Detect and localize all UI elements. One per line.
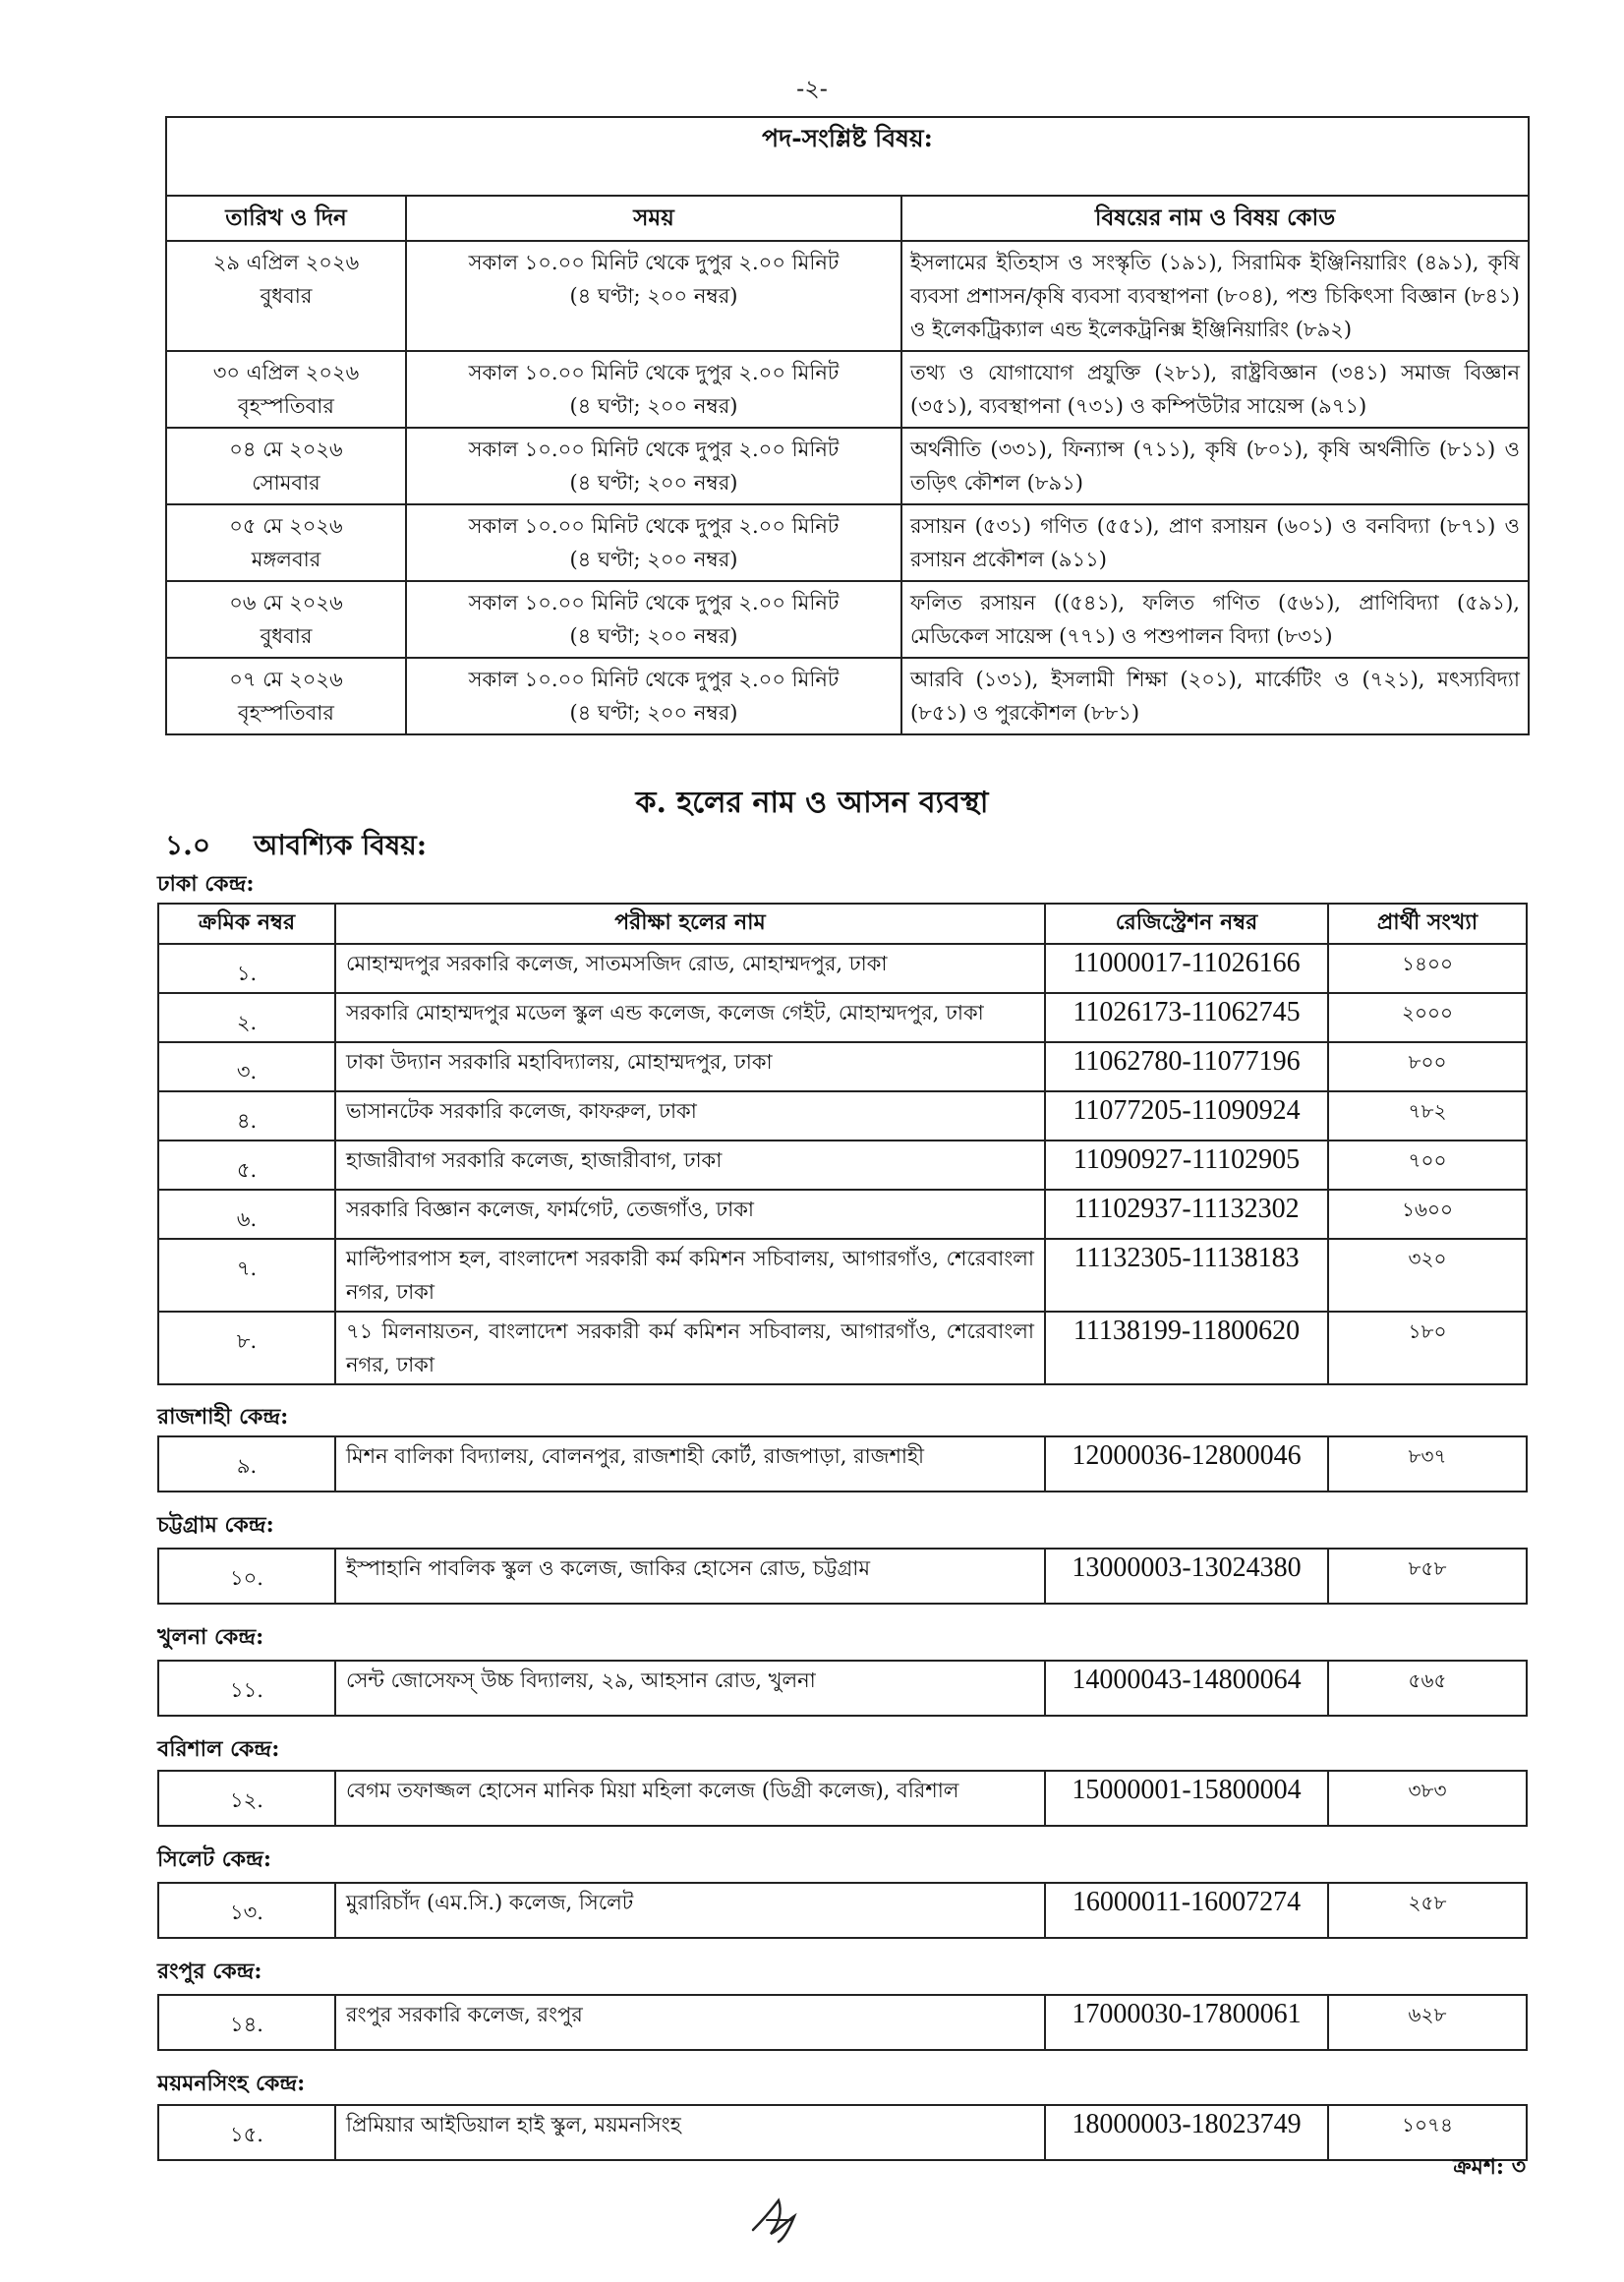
exam-marks: (৪ ঘণ্টা; ২০০ নম্বর) xyxy=(569,284,738,308)
hall-name: মুরারিচাঁদ (এম.সি.) কলেজ, সিলেট xyxy=(335,1883,1045,1938)
registration-range: 12000036-12800046 xyxy=(1045,1436,1328,1492)
exam-day: বুধবার xyxy=(260,624,313,648)
schedule-row xyxy=(166,428,1529,504)
candidate-count: ৭০০ xyxy=(1328,1141,1527,1190)
hall-heading: ক. হলের নাম ও আসন ব্যবস্থা xyxy=(635,786,989,820)
section-heading xyxy=(165,824,427,870)
serial: ১২. xyxy=(158,1771,335,1826)
col-date-day: তারিখ ও দিন xyxy=(166,196,406,241)
serial: ৫. xyxy=(158,1141,335,1190)
exam-time: সকাল ১০.০০ মিনিট থেকে দুপুর ২.০০ মিনিট xyxy=(468,361,840,384)
serial: ২. xyxy=(158,993,335,1042)
candidate-count: ৬২৮ xyxy=(1328,1995,1527,2050)
hall-table-chattogram xyxy=(157,1548,1528,1605)
serial: ১৪. xyxy=(158,1995,335,2050)
exam-subjects: আরবি (১৩১), ইসলামী শিক্ষা (২০১), মার্কেটিং ও (৭২১), মৎস্যবিদ্যা (৮৫১) ও পুরকৌশল (৮৮১) xyxy=(901,658,1529,734)
schedule-row xyxy=(166,351,1529,428)
hall-table-dhaka xyxy=(157,903,1528,1385)
center-label-chattogram: চট্টগ্রাম কেন্দ্র: xyxy=(157,1512,274,1538)
registration-range: 13000003-13024380 xyxy=(1045,1549,1328,1604)
candidate-count: ২০০০ xyxy=(1328,993,1527,1042)
center-label-rajshahi: রাজশাহী কেন্দ্র: xyxy=(157,1404,289,1430)
hall-name: মোহাম্মদপুর সরকারি কলেজ, সাতমসজিদ রোড, মোহাম্মদপুর, ঢাকা xyxy=(335,944,1045,993)
schedule-row xyxy=(166,241,1529,351)
exam-date: ২৯ এপ্রিল ২০২৬ xyxy=(212,251,360,274)
serial: ৭. xyxy=(158,1239,335,1312)
center-label-mymensingh: ময়মনসিংহ কেন্দ্র: xyxy=(157,2071,306,2096)
exam-subjects: ফলিত রসায়ন ((৫৪১), ফলিত গণিত (৫৬১), প্রাণিবিদ্যা (৫৯১), মেডিকেল সায়েন্স (৭৭১) ও পশুপালন বিদ্যা (৮৩১) xyxy=(901,581,1529,658)
exam-date: ০৬ মে ২০২৬ xyxy=(229,591,343,614)
exam-time: সকাল ১০.০০ মিনিট থেকে দুপুর ২.০০ মিনিট xyxy=(468,591,840,614)
exam-day: বৃহস্পতিবার xyxy=(238,701,334,725)
table-row xyxy=(158,993,1527,1042)
hall-name: ইস্পাহানি পাবলিক স্কুল ও কলেজ, জাকির হোসেন রোড, চট্টগ্রাম xyxy=(335,1549,1045,1604)
exam-time: সকাল ১০.০০ মিনিট থেকে দুপুর ২.০০ মিনিট xyxy=(468,438,840,461)
table-row xyxy=(158,944,1527,993)
registration-range: 11090927-11102905 xyxy=(1045,1141,1328,1190)
hall-name: সেন্ট জোসেফস্ উচ্চ বিদ্যালয়, ২৯, আহসান রোড, খুলনা xyxy=(335,1661,1045,1716)
candidate-count: ১০৭৪ xyxy=(1328,2105,1527,2160)
page-number: -২- xyxy=(796,75,828,102)
exam-day: বুধবার xyxy=(260,284,313,308)
schedule-row xyxy=(166,658,1529,734)
exam-date: ০৪ মে ২০২৬ xyxy=(229,438,343,461)
col-time: সময় xyxy=(406,196,901,241)
schedule-row xyxy=(166,504,1529,581)
table-row xyxy=(158,1661,1527,1716)
candidate-count: ১৮০ xyxy=(1328,1312,1527,1384)
exam-subjects: তথ্য ও যোগাযোগ প্রযুক্তি (২৮১), রাষ্ট্রবিজ্ঞান (৩৪১) সমাজ বিজ্ঞান (৩৫১), ব্যবস্থাপনা (৭৩১) ও কম্পিউটার সায়েন্স (৯৭১) xyxy=(901,351,1529,428)
continued-note: ক্রমশ: ৩ xyxy=(1453,2154,1526,2180)
hall-name: মাল্টিপারপাস হল, বাংলাদেশ সরকারী কর্ম কমিশন সচিবালয়, আগারগাঁও, শেরেবাংলা নগর, ঢাকা xyxy=(335,1239,1045,1312)
section-number: ১.০ xyxy=(165,829,211,861)
serial: ৩. xyxy=(158,1042,335,1091)
candidate-count: ৮০০ xyxy=(1328,1042,1527,1091)
exam-day: সোমবার xyxy=(252,471,320,495)
hall-name: সরকারি বিজ্ঞান কলেজ, ফার্মগেট, তেজগাঁও, ঢাকা xyxy=(335,1190,1045,1239)
serial: ৯. xyxy=(158,1436,335,1492)
exam-day: বৃহস্পতিবার xyxy=(238,394,334,418)
col-candidates: প্রার্থী সংখ্যা xyxy=(1328,904,1527,944)
schedule-caption: পদ-সংশ্লিষ্ট বিষয়: xyxy=(166,117,1529,196)
hall-table-sylhet xyxy=(157,1882,1528,1939)
registration-range: 14000043-14800064 xyxy=(1045,1661,1328,1716)
exam-time: সকাল ১০.০০ মিনিট থেকে দুপুর ২.০০ মিনিট xyxy=(468,668,840,691)
candidate-count: ৫৬৫ xyxy=(1328,1661,1527,1716)
table-row xyxy=(158,1312,1527,1384)
candidate-count: ১৬০০ xyxy=(1328,1190,1527,1239)
center-label-dhaka: ঢাকা কেন্দ্র: xyxy=(157,871,255,897)
candidate-count: ১৪০০ xyxy=(1328,944,1527,993)
table-row xyxy=(158,1771,1527,1826)
candidate-count: ৩৮৩ xyxy=(1328,1771,1527,1826)
table-row xyxy=(158,1190,1527,1239)
serial: ১১. xyxy=(158,1661,335,1716)
table-row xyxy=(158,1239,1527,1312)
table-row xyxy=(158,2105,1527,2160)
candidate-count: ৩২০ xyxy=(1328,1239,1527,1312)
serial: ৮. xyxy=(158,1312,335,1384)
exam-subjects: রসায়ন (৫৩১) গণিত (৫৫১), প্রাণ রসায়ন (৬০১) ও বনবিদ্যা (৮৭১) ও রসায়ন প্রকৌশল (৯১১) xyxy=(901,504,1529,581)
exam-date: ৩০ এপ্রিল ২০২৬ xyxy=(212,361,360,384)
serial: ১৫. xyxy=(158,2105,335,2160)
schedule-row xyxy=(166,581,1529,658)
section-title: আবশ্যিক বিষয়: xyxy=(254,829,428,861)
serial: ১. xyxy=(158,944,335,993)
registration-range: 16000011-16007274 xyxy=(1045,1883,1328,1938)
hall-table-khulna xyxy=(157,1660,1528,1717)
table-row xyxy=(158,1549,1527,1604)
hall-name: বেগম তফাজ্জল হোসেন মানিক মিয়া মহিলা কলেজ (ডিগ্রী কলেজ), বরিশাল xyxy=(335,1771,1045,1826)
registration-range: 11102937-11132302 xyxy=(1045,1190,1328,1239)
table-row xyxy=(158,1042,1527,1091)
hall-name: সরকারি মোহাম্মদপুর মডেল স্কুল এন্ড কলেজ, কলেজ গেইট, মোহাম্মদপুর, ঢাকা xyxy=(335,993,1045,1042)
registration-range: 11138199-11800620 xyxy=(1045,1312,1328,1384)
table-row xyxy=(158,1883,1527,1938)
table-row xyxy=(158,1091,1527,1141)
exam-marks: (৪ ঘণ্টা; ২০০ নম্বর) xyxy=(569,548,738,571)
registration-range: 15000001-15800004 xyxy=(1045,1771,1328,1826)
candidate-count: ৮৫৮ xyxy=(1328,1549,1527,1604)
col-hall-name: পরীক্ষা হলের নাম xyxy=(335,904,1045,944)
registration-range: 11077205-11090924 xyxy=(1045,1091,1328,1141)
serial: ৬. xyxy=(158,1190,335,1239)
serial: ১৩. xyxy=(158,1883,335,1938)
hall-table-rajshahi xyxy=(157,1435,1528,1492)
exam-marks: (৪ ঘণ্টা; ২০০ নম্বর) xyxy=(569,471,738,495)
candidate-count: ২৫৮ xyxy=(1328,1883,1527,1938)
exam-subjects: অর্থনীতি (৩৩১), ফিন্যান্স (৭১১), কৃষি (৮০১), কৃষি অর্থনীতি (৮১১) ও তড়িৎ কৌশল (৮৯১) xyxy=(901,428,1529,504)
table-row xyxy=(158,1141,1527,1190)
exam-time: সকাল ১০.০০ মিনিট থেকে দুপুর ২.০০ মিনিট xyxy=(468,251,840,274)
registration-range: 11132305-11138183 xyxy=(1045,1239,1328,1312)
serial: ১০. xyxy=(158,1549,335,1604)
hall-name: ৭১ মিলনায়তন, বাংলাদেশ সরকারী কর্ম কমিশন সচিবালয়, আগারগাঁও, শেরেবাংলা নগর, ঢাকা xyxy=(335,1312,1045,1384)
exam-marks: (৪ ঘণ্টা; ২০০ নম্বর) xyxy=(569,701,738,725)
candidate-count: ৭৮২ xyxy=(1328,1091,1527,1141)
candidate-count: ৮৩৭ xyxy=(1328,1436,1527,1492)
hall-table-rangpur xyxy=(157,1994,1528,2051)
registration-range: 17000030-17800061 xyxy=(1045,1995,1328,2050)
hall-name: ঢাকা উদ্যান সরকারি মহাবিদ্যালয়, মোহাম্মদপুর, ঢাকা xyxy=(335,1042,1045,1091)
registration-range: 11026173-11062745 xyxy=(1045,993,1328,1042)
registration-range: 18000003-18023749 xyxy=(1045,2105,1328,2160)
exam-marks: (৪ ঘণ্টা; ২০০ নম্বর) xyxy=(569,624,738,648)
col-subjects: বিষয়ের নাম ও বিষয় কোড xyxy=(901,196,1529,241)
table-row xyxy=(158,1995,1527,2050)
hall-table-barishal xyxy=(157,1770,1528,1827)
hall-name: মিশন বালিকা বিদ্যালয়, বোলনপুর, রাজশাহী কোর্ট, রাজপাড়া, রাজশাহী xyxy=(335,1436,1045,1492)
registration-range: 11062780-11077196 xyxy=(1045,1042,1328,1091)
serial: ৪. xyxy=(158,1091,335,1141)
center-label-rangpur: রংপুর কেন্দ্র: xyxy=(157,1959,262,1984)
col-registration: রেজিস্ট্রেশন নম্বর xyxy=(1045,904,1328,944)
center-label-khulna: খুলনা কেন্দ্র: xyxy=(157,1624,264,1650)
col-serial: ক্রমিক নম্বর xyxy=(158,904,335,944)
exam-date: ০৭ মে ২০২৬ xyxy=(229,668,343,691)
hall-name: ভাসানটেক সরকারি কলেজ, কাফরুল, ঢাকা xyxy=(335,1091,1045,1141)
exam-marks: (৪ ঘণ্টা; ২০০ নম্বর) xyxy=(569,394,738,418)
hall-table-mymensingh xyxy=(157,2104,1528,2161)
table-row xyxy=(158,1436,1527,1492)
hall-name: প্রিমিয়ার আইডিয়াল হাই স্কুল, ময়মনসিংহ xyxy=(335,2105,1045,2160)
hall-name: হাজারীবাগ সরকারি কলেজ, হাজারীবাগ, ঢাকা xyxy=(335,1141,1045,1190)
exam-date: ০৫ মে ২০২৬ xyxy=(229,514,343,538)
exam-schedule-table xyxy=(165,116,1530,735)
exam-subjects: ইসলামের ইতিহাস ও সংস্কৃতি (১৯১), সিরামিক ইঞ্জিনিয়ারিং (৪৯১), কৃষি ব্যবসা প্রশাসন/কৃষি ব্যবসা ব্যবস্থাপনা (৮০৪), পশু চিকিৎসা বিজ্ঞান (৮৪১) ও ইলেকট্রিক্যাল এন্ড ইলেকট্রনিক্স ইঞ্জিনিয়ারিং (৮৯২) xyxy=(901,241,1529,351)
signature-mark xyxy=(749,2191,808,2246)
center-label-barishal: বরিশাল কেন্দ্র: xyxy=(157,1736,280,1762)
center-label-sylhet: সিলেট কেন্দ্র: xyxy=(157,1846,271,1872)
hall-name: রংপুর সরকারি কলেজ, রংপুর xyxy=(335,1995,1045,2050)
exam-day: মঙ্গলবার xyxy=(251,548,321,571)
registration-range: 11000017-11026166 xyxy=(1045,944,1328,993)
exam-time: সকাল ১০.০০ মিনিট থেকে দুপুর ২.০০ মিনিট xyxy=(468,514,840,538)
